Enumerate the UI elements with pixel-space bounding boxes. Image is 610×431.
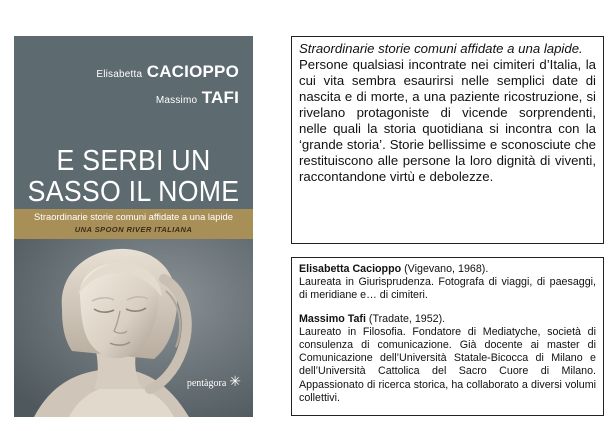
- author-2: [156, 88, 239, 108]
- statue-bust-image: [14, 239, 253, 417]
- book-cover: [14, 36, 253, 417]
- book-title-line-2: SASSO IL NOME: [27, 176, 240, 208]
- bio-1-text: Laureata in Giurisprudenza. Fotografa di viaggi, di paesaggi, di meridiane e… di cimiteri.: [299, 276, 596, 302]
- author-1-last-name: CACIOPPO: [146, 62, 239, 81]
- subtitle-band: [14, 209, 253, 239]
- publisher-name: pentàgora: [186, 377, 227, 389]
- bio-1-heading: [299, 263, 596, 276]
- bio-1-origin: (Vigevano, 1968).: [401, 263, 489, 275]
- author-2-last-name: TAFI: [201, 88, 239, 107]
- author-1-first-name: Elisabetta: [96, 69, 143, 80]
- book-subtitle: Straordinarie storie comuni affidate a una lapide: [34, 211, 233, 222]
- author-2-first-name: Massimo: [155, 95, 198, 106]
- bio-2-origin: (Tradate, 1952).: [365, 312, 446, 325]
- asterisk-icon: ✳: [229, 375, 241, 390]
- bio-2-name: Massimo Tafi: [299, 312, 366, 325]
- author-bios-box: [291, 257, 604, 416]
- synopsis-box: [291, 36, 604, 244]
- book-tagline: UNA SPOON RIVER ITALIANA: [74, 225, 193, 234]
- book-title-line-1: E SERBI UN: [56, 145, 211, 177]
- bio-2-text: Laureato in Filosofia. Fondatore di Mediatyche, società di consulenza di comunicazione. Già docente ai master di Comunicazione dell’Università Statale-Bicocca di Milano e dell’Università Cattolica del Sacro Cuore di Milano. Appassionato di ricerca storica, ha collaborato a diversi volumi collettivi.: [299, 325, 596, 404]
- synopsis-lead: Straordinarie storie comuni affidate a una lapide.: [299, 41, 583, 56]
- bio-2-heading: [299, 313, 596, 326]
- synopsis-body: Persone qualsiasi incontrate nei cimiteri d’Italia, la cui vita sembra esaurirsi nelle semplici date di nascita e di morte, a una paziente ricostruzione, si rivelano protagoniste di vicende sorprendenti, nelle quali la storia quotidiana si incontra con la ‘grande storia’. Storie bellissime e sconosciute che restituiscono alle persone la loro dignità di viventi, raccontandone virtù e debolezze.: [299, 57, 596, 184]
- bio-1-name: Elisabetta Cacioppo: [299, 263, 402, 275]
- author-1: [96, 62, 239, 82]
- publisher-logo: [187, 376, 241, 390]
